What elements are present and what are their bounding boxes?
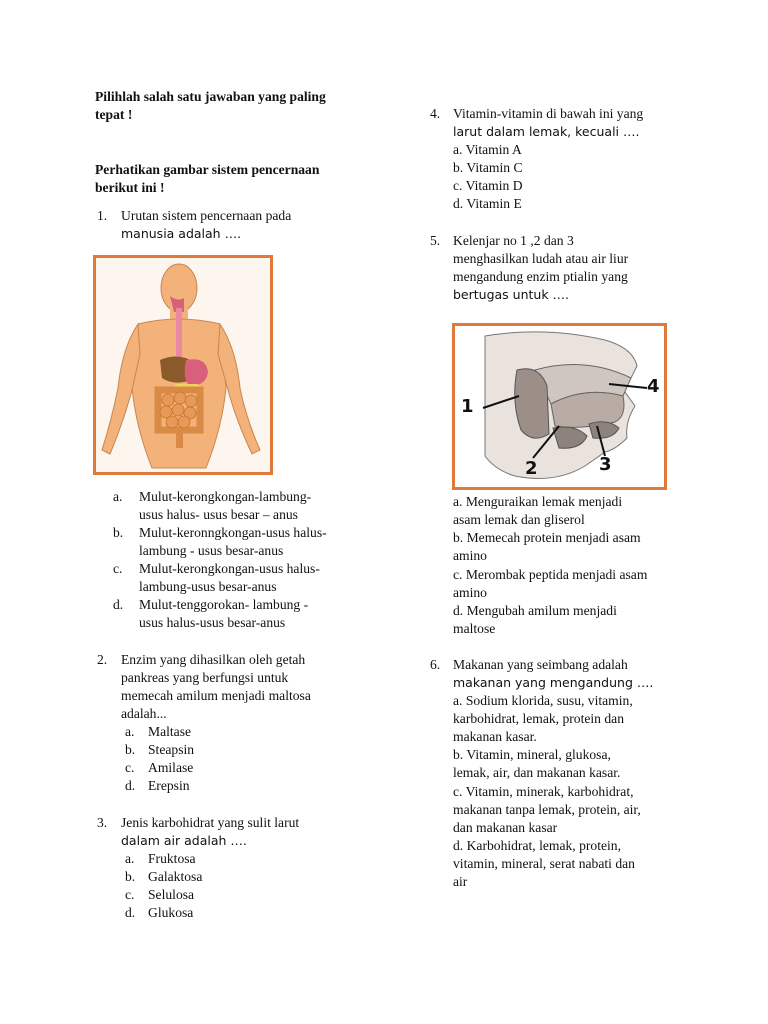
q6-option-a-line3: makanan kasar. xyxy=(453,729,537,744)
q1-option-b-line1: Mulut-keronngkongan-usus halus- xyxy=(139,525,327,540)
digestive-system-illustration xyxy=(96,258,270,472)
q1-text-line1: Urutan sistem pencernaan pada xyxy=(121,208,292,223)
q3-option-a-text: Fruktosa xyxy=(148,851,196,866)
q1-option-c-letter: c. xyxy=(113,561,123,576)
q2-option-d-letter: d. xyxy=(125,778,136,793)
instruction-heading-line2: tepat ! xyxy=(95,107,133,122)
q3-option-c-letter: c. xyxy=(125,887,135,902)
q3-option-b-text: Galaktosa xyxy=(148,869,203,884)
q2-option-a-letter: a. xyxy=(125,724,135,739)
q2-text-line2: pankreas yang berfungsi untuk xyxy=(121,670,289,685)
instruction-heading-line1: Pilihlah salah satu jawaban yang paling xyxy=(95,89,326,104)
q2-option-a-text: Maltase xyxy=(148,724,192,739)
q5-number: 5. xyxy=(430,233,441,248)
q1-option-c-line1: Mulut-kerongkongan-usus halus- xyxy=(139,561,320,576)
q5-option-d-line2: maltose xyxy=(453,621,496,636)
gland-label-2: 2 xyxy=(525,458,538,479)
q5-text-line4: bertugas untuk …. xyxy=(453,287,570,302)
q5-option-b-line2: amino xyxy=(453,548,487,563)
q4-option-d: d. Vitamin E xyxy=(453,196,522,211)
q5-option-b-line1: b. Memecah protein menjadi asam xyxy=(453,530,641,545)
q3-number: 3. xyxy=(97,815,108,830)
q2-text-line1: Enzim yang dihasilkan oleh getah xyxy=(121,652,306,667)
q6-option-a-line1: a. Sodium klorida, susu, vitamin, xyxy=(453,693,633,708)
q6-option-b-line2: lemak, air, dan makanan kasar. xyxy=(453,765,621,780)
subheading-line2: berikut ini ! xyxy=(95,180,165,195)
q6-number: 6. xyxy=(430,657,441,672)
gland-label-1: 1 xyxy=(461,396,474,417)
q1-option-d-letter: d. xyxy=(113,597,124,612)
gland-label-3: 3 xyxy=(599,454,612,475)
q6-option-c-line1: c. Vitamin, minerak, karbohidrat, xyxy=(453,784,634,799)
q2-option-c-text: Amilase xyxy=(148,760,194,775)
q3-text-line1: Jenis karbohidrat yang sulit larut xyxy=(121,815,300,830)
q1-option-b-line2: lambung - usus besar-anus xyxy=(139,543,284,558)
q1-option-a-line2: usus halus- usus besar – anus xyxy=(139,507,298,522)
gland-label-4: 4 xyxy=(647,376,660,397)
q6-option-b-line1: b. Vitamin, mineral, glukosa, xyxy=(453,747,611,762)
q1-option-b-letter: b. xyxy=(113,525,124,540)
q4-option-b: b. Vitamin C xyxy=(453,160,523,175)
salivary-gland-illustration xyxy=(455,326,664,487)
q6-option-a-line2: karbohidrat, lemak, protein dan xyxy=(453,711,624,726)
q6-text-line2: makanan yang mengandung …. xyxy=(453,675,654,690)
q5-option-c-line1: c. Merombak peptida menjadi asam xyxy=(453,567,648,582)
q5-option-a-line2: asam lemak dan gliserol xyxy=(453,512,585,527)
q2-text-line3: memecah amilum menjadi maltosa xyxy=(121,688,311,703)
q4-number: 4. xyxy=(430,106,441,121)
q6-option-d-line1: d. Karbohidrat, lemak, protein, xyxy=(453,838,621,853)
q1-option-d-line1: Mulut-tenggorokan- lambung - xyxy=(139,597,309,612)
q3-option-b-letter: b. xyxy=(125,869,136,884)
q5-text-line2: menghasilkan ludah atau air liur xyxy=(453,251,629,266)
q3-option-d-text: Glukosa xyxy=(148,905,194,920)
q2-number: 2. xyxy=(97,652,108,667)
q6-option-d-line3: air xyxy=(453,874,468,889)
q2-option-b-letter: b. xyxy=(125,742,136,757)
q4-option-a: a. Vitamin A xyxy=(453,142,522,157)
q5-text-line3: mengandung enzim ptialin yang xyxy=(453,269,628,284)
q1-option-c-line2: lambung-usus besar-anus xyxy=(139,579,277,594)
q6-option-c-line3: dan makanan kasar xyxy=(453,820,558,835)
q4-option-c: c. Vitamin D xyxy=(453,178,523,193)
q1-option-a-letter: a. xyxy=(113,489,123,504)
q2-option-b-text: Steapsin xyxy=(148,742,195,757)
q1-option-d-line2: usus halus-usus besar-anus xyxy=(139,615,286,630)
digestive-system-figure xyxy=(93,255,273,475)
q5-option-c-line2: amino xyxy=(453,585,487,600)
q3-option-a-letter: a. xyxy=(125,851,135,866)
subheading-line1: Perhatikan gambar sistem pencernaan xyxy=(95,162,320,177)
q5-text-line1: Kelenjar no 1 ,2 dan 3 xyxy=(453,233,574,248)
q6-option-c-line2: makanan tanpa lemak, protein, air, xyxy=(453,802,641,817)
q4-text-line1: Vitamin-vitamin di bawah ini yang xyxy=(453,106,644,121)
q1-text-line2: manusia adalah …. xyxy=(121,226,242,241)
q5-option-a-line1: a. Menguraikan lemak menjadi xyxy=(453,494,623,509)
q4-text-line2: larut dalam lemak, kecuali …. xyxy=(453,124,640,139)
q3-option-d-letter: d. xyxy=(125,905,136,920)
q6-option-d-line2: vitamin, mineral, serat nabati dan xyxy=(453,856,635,871)
q2-text-line4: adalah... xyxy=(121,706,167,721)
q6-text-line1: Makanan yang seimbang adalah xyxy=(453,657,628,672)
q2-option-d-text: Erepsin xyxy=(148,778,190,793)
q2-option-c-letter: c. xyxy=(125,760,135,775)
q3-text-line2: dalam air adalah …. xyxy=(121,833,247,848)
q1-number: 1. xyxy=(97,208,108,223)
q3-option-c-text: Selulosa xyxy=(148,887,195,902)
q5-option-d-line1: d. Mengubah amilum menjadi xyxy=(453,603,617,618)
q1-option-a-line1: Mulut-kerongkongan-lambung- xyxy=(139,489,312,504)
salivary-gland-figure xyxy=(452,323,667,490)
